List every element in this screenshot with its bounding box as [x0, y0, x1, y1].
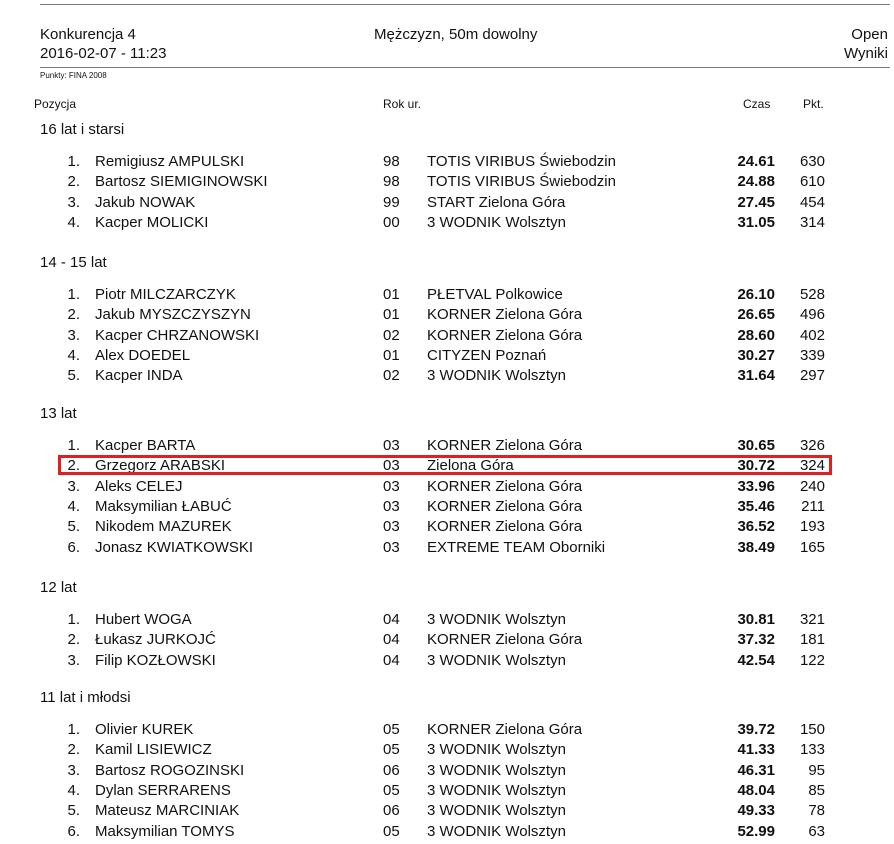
- club-name: 3 WODNIK Wolsztyn: [427, 822, 566, 840]
- column-year: Rok ur.: [383, 97, 422, 111]
- club-name: 3 WODNIK Wolsztyn: [427, 611, 566, 628]
- club-name: CITYZEN Poznań: [427, 346, 547, 364]
- swimmer-name: Mateusz MARCINIAK: [95, 802, 240, 820]
- result-row: [0, 610, 894, 630]
- fina-points: 193: [799, 518, 825, 536]
- race-time: 33.96: [737, 477, 775, 495]
- result-row: [0, 761, 894, 781]
- result-row: [0, 172, 894, 192]
- fina-points: 402: [799, 326, 825, 344]
- swimmer-name: Aleks CELEJ: [95, 477, 183, 495]
- header-rule: [40, 67, 890, 68]
- result-row: [0, 651, 894, 671]
- birth-year: 05: [383, 721, 400, 738]
- fina-points: 496: [799, 306, 825, 324]
- row-position: 4.: [67, 497, 80, 515]
- birth-year: 01: [383, 286, 400, 303]
- birth-year: 06: [383, 761, 400, 779]
- swimmer-name: Łukasz JURKOJĆ: [95, 631, 216, 649]
- row-position: 2.: [67, 173, 80, 191]
- race-time: 30.27: [737, 346, 775, 364]
- swimmer-name: Maksymilian TOMYS: [95, 822, 235, 840]
- club-name: 3 WODNIK Wolsztyn: [427, 761, 566, 779]
- club-name: KORNER Zielona Góra: [427, 477, 583, 495]
- swimmer-name: Filip KOZŁOWSKI: [95, 651, 216, 669]
- row-position: 2.: [67, 741, 80, 759]
- club-name: KORNER Zielona Góra: [427, 497, 583, 515]
- club-name: 3 WODNIK Wolsztyn: [427, 741, 566, 759]
- club-name: KORNER Zielona Góra: [427, 518, 583, 536]
- race-time: 48.04: [737, 781, 775, 799]
- column-position: Pozycja: [34, 97, 77, 111]
- fina-points: 150: [799, 721, 825, 738]
- age-group-heading: 14 - 15 lat: [40, 254, 107, 271]
- club-name: KORNER Zielona Góra: [427, 631, 583, 649]
- event-category: Open: [851, 26, 888, 43]
- birth-year: 03: [383, 457, 400, 475]
- row-position: 1.: [67, 153, 80, 170]
- birth-year: 05: [383, 822, 400, 840]
- swimmer-name: Olivier KUREK: [95, 721, 194, 738]
- row-position: 1.: [67, 437, 80, 454]
- column-points: Pkt.: [803, 97, 824, 111]
- race-time: 27.45: [737, 193, 775, 211]
- birth-year: 03: [383, 437, 400, 454]
- row-position: 6.: [67, 538, 80, 556]
- fina-points: 85: [808, 781, 825, 799]
- birth-year: 98: [383, 153, 400, 170]
- club-name: Zielona Góra: [427, 457, 514, 475]
- event-title: Mężczyzn, 50m dowolny: [374, 26, 538, 43]
- club-name: 3 WODNIK Wolsztyn: [427, 781, 566, 799]
- race-time: 31.05: [737, 213, 775, 231]
- race-time: 28.60: [737, 326, 775, 344]
- club-name: EXTREME TEAM Oborniki: [427, 538, 606, 556]
- race-time: 37.32: [737, 631, 775, 649]
- result-row: [0, 213, 894, 233]
- birth-year: 00: [383, 213, 400, 231]
- swimmer-name: Bartosz ROGOZINSKI: [95, 761, 245, 779]
- result-row: [0, 801, 894, 821]
- row-position: 2.: [67, 631, 80, 649]
- swimmer-name: Nikodem MAZUREK: [95, 518, 232, 536]
- swimmer-name: Kacper BARTA: [95, 437, 196, 454]
- result-row: [0, 781, 894, 801]
- race-time: 35.46: [737, 497, 775, 515]
- result-row: [0, 477, 894, 497]
- event-number: Konkurencja 4: [40, 26, 136, 43]
- swimmer-name: Piotr MILCZARCZYK: [95, 286, 236, 303]
- row-position: 5.: [67, 518, 80, 536]
- result-row: [0, 517, 894, 537]
- swimmer-name: Kamil LISIEWICZ: [95, 741, 212, 759]
- birth-year: 02: [383, 367, 400, 385]
- swimmer-name: Maksymilian ŁABUĆ: [95, 497, 232, 515]
- points-note: Punkty: FINA 2008: [40, 71, 107, 80]
- row-position: 1.: [67, 286, 80, 303]
- race-time: 24.61: [737, 153, 775, 170]
- age-group-heading: 12 lat: [40, 579, 77, 596]
- club-name: KORNER Zielona Góra: [427, 437, 583, 454]
- top-rule: [40, 4, 890, 5]
- row-position: 4.: [67, 781, 80, 799]
- club-name: 3 WODNIK Wolsztyn: [427, 213, 566, 231]
- row-position: 3.: [67, 326, 80, 344]
- fina-points: 95: [808, 761, 825, 779]
- row-position: 3.: [67, 761, 80, 779]
- swimmer-name: Bartosz SIEMIGINOWSKI: [95, 173, 268, 191]
- club-name: 3 WODNIK Wolsztyn: [427, 367, 566, 385]
- race-time: 39.72: [737, 721, 775, 738]
- club-name: KORNER Zielona Góra: [427, 721, 583, 738]
- result-row: [0, 740, 894, 760]
- fina-points: 297: [799, 367, 825, 385]
- race-time: 52.99: [737, 822, 775, 840]
- fina-points: 133: [799, 741, 825, 759]
- swimmer-name: Dylan SERRARENS: [95, 781, 231, 799]
- fina-points: 324: [799, 457, 825, 475]
- row-position: 1.: [67, 721, 80, 738]
- row-position: 5.: [67, 367, 80, 385]
- fina-points: 339: [799, 346, 825, 364]
- age-group-heading: 11 lat i młodsi: [40, 689, 131, 706]
- club-name: TOTIS VIRIBUS Świebodzin: [427, 173, 616, 191]
- race-time: 49.33: [737, 802, 775, 820]
- swimmer-name: Remigiusz AMPULSKI: [95, 153, 245, 170]
- highlight-box: [58, 455, 832, 475]
- row-position: 1.: [67, 611, 80, 628]
- result-row: [0, 497, 894, 517]
- result-row: [0, 538, 894, 558]
- birth-year: 04: [383, 631, 400, 649]
- age-group-heading: 13 lat: [40, 405, 77, 422]
- swimmer-name: Kacper MOLICKI: [95, 213, 209, 231]
- fina-points: 240: [799, 477, 825, 495]
- fina-points: 610: [799, 173, 825, 191]
- club-name: KORNER Zielona Góra: [427, 306, 583, 324]
- result-row: [0, 630, 894, 650]
- birth-year: 05: [383, 741, 400, 759]
- birth-year: 03: [383, 538, 400, 556]
- swimmer-name: Kacper CHRZANOWSKI: [95, 326, 260, 344]
- race-time: 26.65: [737, 306, 775, 324]
- race-time: 24.88: [737, 173, 775, 191]
- result-row: [0, 285, 894, 305]
- club-name: TOTIS VIRIBUS Świebodzin: [427, 153, 616, 170]
- club-name: 3 WODNIK Wolsztyn: [427, 802, 566, 820]
- race-time: 42.54: [737, 651, 775, 669]
- race-time: 46.31: [737, 761, 775, 779]
- fina-points: 528: [799, 286, 825, 303]
- row-position: 4.: [67, 213, 80, 231]
- row-position: 4.: [67, 346, 80, 364]
- club-name: PŁETVAL Polkowice: [427, 286, 563, 303]
- fina-points: 211: [801, 497, 825, 515]
- swimmer-name: Hubert WOGA: [95, 611, 192, 628]
- birth-year: 02: [383, 326, 400, 344]
- race-time: 30.72: [737, 457, 775, 475]
- fina-points: 122: [799, 651, 825, 669]
- result-row: [0, 346, 894, 366]
- swimmer-name: Alex DOEDEL: [95, 346, 191, 364]
- fina-points: 63: [808, 822, 825, 840]
- race-time: 30.65: [737, 437, 775, 454]
- race-time: 38.49: [737, 538, 775, 556]
- fina-points: 454: [799, 193, 825, 211]
- result-row: [0, 193, 894, 213]
- race-time: 41.33: [737, 741, 775, 759]
- fina-points: 165: [799, 538, 825, 556]
- club-name: KORNER Zielona Góra: [427, 326, 583, 344]
- birth-year: 04: [383, 651, 400, 669]
- row-position: 3.: [67, 477, 80, 495]
- result-row: [0, 305, 894, 325]
- fina-points: 630: [799, 153, 825, 170]
- race-time: 30.81: [737, 611, 775, 628]
- birth-year: 03: [383, 477, 400, 495]
- race-time: 31.64: [737, 367, 775, 385]
- row-position: 6.: [67, 822, 80, 840]
- row-position: 2.: [67, 306, 80, 324]
- club-name: 3 WODNIK Wolsztyn: [427, 651, 566, 669]
- result-row: [0, 720, 894, 740]
- swimmer-name: Jonasz KWIATKOWSKI: [95, 538, 254, 556]
- result-row: [0, 822, 894, 842]
- age-group-heading: 16 lat i starsi: [40, 121, 125, 138]
- column-time: Czas: [743, 97, 771, 111]
- swimmer-name: Jakub NOWAK: [95, 193, 196, 211]
- birth-year: 03: [383, 497, 400, 515]
- result-row: [0, 366, 894, 386]
- row-position: 2.: [67, 457, 80, 475]
- fina-points: 321: [799, 611, 825, 628]
- fina-points: 314: [799, 213, 825, 231]
- birth-year: 01: [383, 306, 400, 324]
- swimmer-name: Grzegorz ARABSKI: [95, 457, 226, 475]
- birth-year: 06: [383, 802, 400, 820]
- row-position: 5.: [67, 802, 80, 820]
- race-time: 36.52: [737, 518, 775, 536]
- birth-year: 99: [383, 193, 400, 211]
- birth-year: 05: [383, 781, 400, 799]
- result-row: [0, 326, 894, 346]
- birth-year: 03: [383, 518, 400, 536]
- event-datetime: 2016-02-07 - 11:23: [40, 45, 167, 62]
- club-name: START Zielona Góra: [427, 193, 566, 211]
- result-row: [0, 436, 894, 456]
- report-type: Wyniki: [843, 45, 888, 62]
- result-row: [0, 152, 894, 172]
- row-position: 3.: [67, 651, 80, 669]
- fina-points: 181: [799, 631, 825, 649]
- birth-year: 04: [383, 611, 400, 628]
- race-time: 26.10: [737, 286, 775, 303]
- birth-year: 01: [383, 346, 400, 364]
- fina-points: 78: [808, 802, 825, 820]
- swimmer-name: Kacper INDA: [95, 367, 183, 385]
- birth-year: 98: [383, 173, 400, 191]
- row-position: 3.: [67, 193, 80, 211]
- fina-points: 326: [799, 437, 825, 454]
- swimmer-name: Jakub MYSZCZYSZYN: [95, 306, 251, 324]
